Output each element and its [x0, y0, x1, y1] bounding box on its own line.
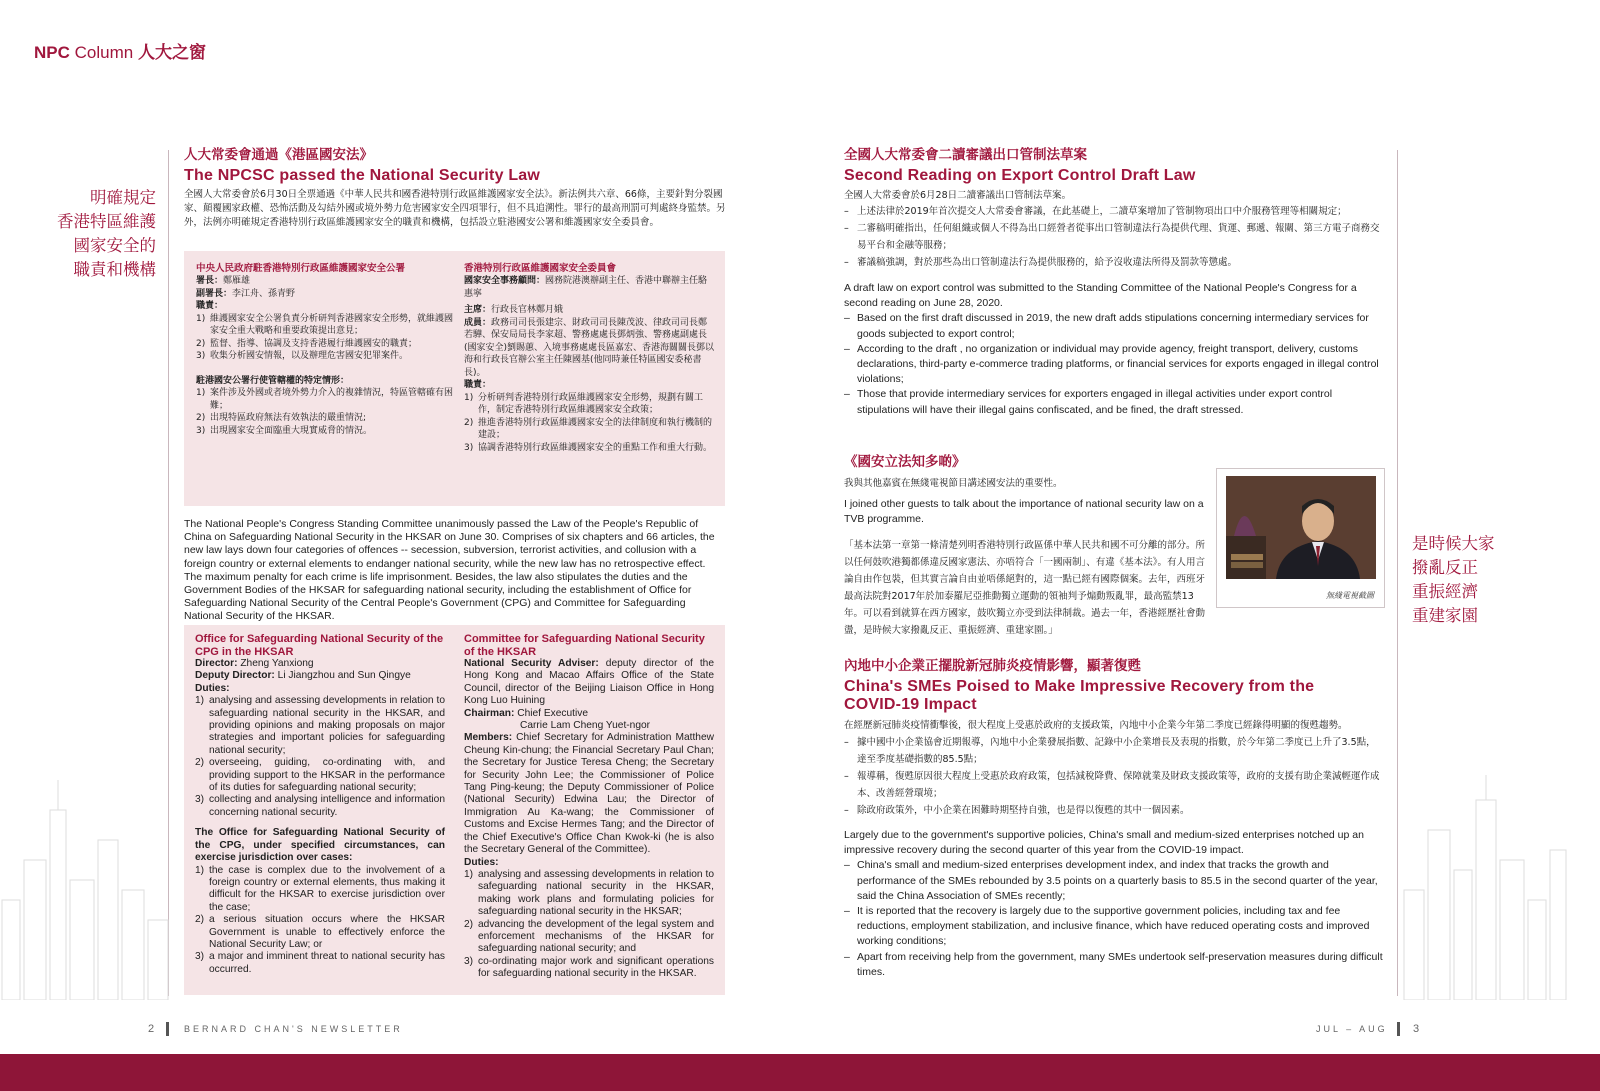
list-item: 3) 收集分析國安情報，以及辦理危害國安犯罪案件。 — [196, 351, 409, 361]
en-office-column — [195, 633, 445, 976]
label: 成員： — [464, 317, 492, 328]
list-item: 2) 監督、指導、協調及支持香港履行維護國安的職責； — [196, 338, 418, 349]
en-committee-title: Committee for Safeguarding National Security of the HKSAR — [464, 633, 705, 658]
list-item: – Apart from receiving help from the government, many SMEs undertook self-preservation measures during difficult times. — [844, 950, 1384, 980]
members-names: 政務司司長張建宗、財政司司長陳茂波、律政司司長鄭若驊、保安局局長李家超、警務處處長鄧炳強、警務處副處長(國家安全)劉賜蕙、入境事務處處長區嘉宏、香港海關關長鄧以海和行政長官辦公室主任陳國基(他同時兼任特區國安委秘書長)。 — [464, 317, 715, 378]
label: 主席： — [464, 305, 492, 315]
pull-quote-line: 職責和機構 — [73, 260, 156, 279]
section-intro-en: A draft law on export control was submitted to the Standing Committee of the National People's Congress for a second reading on June 28, 2020. — [844, 282, 1357, 310]
label: 國家安全事務顧問： — [464, 276, 546, 286]
en-info-box — [184, 625, 725, 995]
newsletter-name: BERNARD CHAN'S NEWSLETTER — [184, 1024, 403, 1034]
section-intro-zh: 全國人大常委會於6月28日二讀審議出口管制法草案。 — [844, 190, 1072, 201]
footer-separator — [166, 1022, 169, 1036]
tvb-quote: 「基本法第一章第一條清楚列明香港特別行政區係中華人民共和國不可分離的部分。所以任何鼓吹港獨都係違反國家憲法、亦唔符合「一國兩制」、有違《基本法》。有人用言論自由作包裝，但其實言論自由並唔係絕對的，這一點已經有國際個案。去年，西班牙最高法院對2017年於加泰羅尼亞推動獨立運動的領袖判予煽動叛亂罪，最高監禁13年。可以看到就算在西方國家，鼓吹獨立亦受到法律制裁。過去一年，香港經歷社會動盪，是時候大家撥亂反正、重振經濟、重建家園。」 — [844, 540, 1206, 636]
skyline-right-decoration — [1400, 770, 1570, 1000]
adviser-name: deputy director of the Hong Kong and Macao Affairs Office of the State Council, director of the Beijing Liaison Office in Hong Kong Luo Huining — [464, 658, 714, 707]
en-bullet-list — [844, 311, 1384, 417]
list-item: 3) 出現國家安全面臨重大現實威脅的情況。 — [196, 425, 373, 436]
export-control-article — [844, 147, 1384, 418]
pull-quote-line: 重振經濟 — [1412, 582, 1478, 601]
smes-article — [844, 658, 1384, 980]
right-divider — [1397, 150, 1398, 996]
header-column: Column — [74, 43, 134, 62]
tvb-body-zh: 我與其他嘉賓在無綫電視節目講述國安法的重要性。 — [844, 478, 1063, 489]
jurisdiction-list — [196, 387, 454, 437]
section-title-zh: 人大常委會通過《港區國安法》 — [184, 147, 373, 163]
duties-list — [196, 313, 454, 363]
zh-office-title: 中央人民政府駐香港特別行政區維護國家安全公署 — [196, 263, 406, 274]
header-zh: 人大之窗 — [137, 43, 206, 62]
list-item: 2) 推進香港特別行政區維護國家安全的法律制度和執行機制的建設； — [464, 417, 713, 440]
duties-list — [464, 392, 716, 455]
list-item: 1) analysing and assessing developments in relation to safeguarding national security in the HKSAR, making work plans and formulating policies for safeguarding national security in the HKSAR; — [464, 868, 714, 918]
zh-committee-column — [464, 262, 716, 454]
list-item: 2) advancing the development of the legal system and enforcement mechanisms of the HKSAR for safeguarding national security; and — [464, 918, 714, 955]
jurisdiction-title: 駐港國安公署行使管轄權的特定情形： — [196, 375, 350, 386]
list-item: 1) analysing and assessing developments in relation to safeguarding national security in the HKSAR, and providing opinions and making proposals on major strategies and important policies for safeguarding national security; — [195, 695, 445, 756]
label: Director: — [195, 658, 238, 669]
duties-list — [464, 869, 714, 981]
footer-separator — [1397, 1022, 1400, 1036]
label: 職責： — [196, 301, 224, 311]
list-item: – 上述法律於2019年首次提交人大常委會審議，在此基礎上，二讀草案增加了管制物項出口中介服務管理等相關規定； — [844, 203, 1384, 220]
section-title-zh: 全國人大常委會二讀審議出口管制法草案 — [844, 147, 1087, 163]
header-brand: NPC — [34, 43, 70, 62]
section-title-en: China's SMEs Poised to Make Impressive Recovery from the COVID-19 Impact — [844, 678, 1315, 713]
label: Deputy Director: — [195, 670, 275, 682]
en-office-title: Office for Safeguarding National Security of the CPG in the HKSAR — [195, 633, 444, 658]
npcsc-article — [184, 147, 729, 230]
section-title-zh: 內地中小企業正擺脫新冠肺炎疫情影響，顯著復甦 — [844, 658, 1141, 674]
label: National Security Adviser: — [464, 658, 599, 669]
en-bullet-list — [844, 858, 1384, 980]
director-name: 鄭雁雄 — [223, 276, 251, 286]
label: 副署長： — [196, 288, 233, 299]
pull-quote-line: 重建家園 — [1412, 606, 1478, 625]
list-item: 1) 分析研判香港特別行政區維護國家安全形勢，規劃有關工作，制定香港特別行政區維護國家安全政策； — [464, 392, 704, 415]
tvb-photo-frame — [1216, 468, 1385, 608]
jurisdiction-list — [195, 865, 445, 977]
skyline-left-decoration — [0, 770, 170, 1000]
list-item: – 審議稿強調，對於那些為出口管制違法行為提供服務的，給予沒收違法所得及罰款等懲處。 — [844, 254, 1384, 271]
list-item: – China's small and medium-sized enterprises development index, and index that tracks the growth and performance of the SMEs rebounded by 3.5 points on a quarterly basis to 85.5 in the second quarter of the year, said the China Association of SMEs recently; — [844, 858, 1384, 904]
list-item: 2) overseeing, guiding, co-ordinating with, and providing support to the HKSAR in the performance of its duties for safeguarding national security; — [195, 757, 445, 794]
page-number-right: 3 — [1413, 1023, 1420, 1035]
footer-bar — [0, 1054, 1600, 1091]
duties-list — [195, 695, 445, 819]
deputy-names: Li Jiangzhou and Sun Qingye — [277, 670, 411, 682]
left-pull-quote — [20, 186, 156, 282]
chair-title: Chief Executive — [517, 707, 589, 719]
label: Duties: — [195, 682, 230, 694]
zh-committee-title: 香港特別行政區維護國家安全委員會 — [464, 263, 617, 274]
tvb-article — [844, 454, 1206, 527]
list-item: 2) 出現特區政府無法有效執法的嚴重情況; — [196, 413, 367, 423]
section-title-en: Second Reading on Export Control Draft Law — [844, 167, 1196, 184]
page-number-left: 2 — [148, 1023, 155, 1035]
label: 職責： — [464, 380, 492, 390]
tvb-body-en: I joined other guests to talk about the importance of national security law on a TVB programme. — [844, 498, 1204, 526]
zh-bullet-list — [844, 203, 1384, 271]
list-item: 3) a major and imminent threat to national security has occurred. — [195, 951, 445, 975]
pull-quote-line: 香港特區維護 — [57, 212, 156, 231]
label: Chairman: — [464, 707, 515, 719]
jurisdiction-title: The Office for Safeguarding National Security of the CPG, under specified circumstances, can exercise jurisdiction over cases: — [195, 827, 445, 864]
list-item: – Based on the first draft discussed in 2019, the new draft adds stipulations concerning intermediary services for goods subjected to export control; — [844, 311, 1384, 341]
column-header — [34, 38, 206, 63]
list-item: 3) 協調香港特別行政區維護國家安全的重點工作和重大行動。 — [464, 442, 713, 453]
adviser-name: 國務院港澳辦副主任、香港中聯辦主任駱惠寧 — [464, 276, 708, 299]
issue-label: JUL – AUG — [1316, 1024, 1388, 1034]
section-body-en: The National People's Congress Standing Committee unanimously passed the Law of the People's Republic of China on Safeguarding National Security in the HKSAR on June 30. Comprises of six chapters and 66 articles, the new law lays down four categories of offences -- secession, subversion, terrorist activities, and collusion with a foreign country or external elements to endanger national security, while the new law has no retrospective effect. The maximum penalty for each crime is life imprisonment. Besides, the law also stipulates the duties and the Government Bodies of the HKSAR for safeguarding national security, including the establishment of Office for Safeguarding National Security of the Central People's Government (CPG) and Committee for Safeguarding National Security of the HKSAR. — [184, 518, 715, 623]
list-item: – It is reported that the recovery is largely due to the supportive government policies, including tax and fee reductions, employment stabilization, and inclusive finance, which have reduced operating costs and improved working conditions; — [844, 904, 1384, 950]
label: 署長： — [196, 276, 224, 286]
list-item: 1) 案件涉及外國或者境外勢力介入的複雜情況，特區管轄確有困難； — [196, 388, 454, 411]
list-item: 3) co-ordinating major work and significant operations for safeguarding national security in the HKSAR. — [464, 955, 714, 980]
pull-quote-line: 明確規定 — [90, 188, 156, 207]
pull-quote-line: 撥亂反正 — [1412, 558, 1478, 577]
chair-name: 行政長官林鄭月娥 — [491, 305, 564, 315]
label: Duties: — [464, 856, 499, 868]
label: Members: — [464, 732, 513, 744]
list-item: – 二審稿明確指出，任何組織或個人不得為出口經營者從事出口管制違法行為提供代理、貨運、郵遞、報關、第三方電子商務交易平台和金融等服務； — [844, 220, 1384, 254]
list-item: 1) the case is complex due to the involvement of a foreign country or external elements, thus making it difficult for the HKSAR to exercise jurisdiction over the case; — [195, 864, 445, 913]
members-names: Chief Secretary for Administration Matthew Cheung Kin-chung; the Financial Secretary Paul Chan; the Secretary for Justice Teresa Cheng; the Secretary for Security John Lee; the Commissioner of Police Tang Ping-keung; the Deputy Commissioner of Police (National Security) Edwina Lau; the Director of Immigration Au Ka-wang; the Commissioner of Customs and Excise Hermes Tang; and the Director of the Chief Executive's Office Chan Kwok-ki (he is also the Secretary General of the Committee). — [464, 732, 714, 856]
list-item: 2) a serious situation occurs where the HKSAR Government is unable to effectively enforce the National Security Law; or — [195, 914, 445, 950]
tvb-screenshot-image — [1226, 476, 1376, 579]
zh-office-column — [196, 262, 454, 437]
deputy-names: 李江舟、孫青野 — [232, 288, 296, 299]
chair-name: Carrie Lam Cheng Yuet-ngor — [520, 720, 651, 732]
section-intro-en: Largely due to the government's supportive policies, China's small and medium-sized enterprises notched up an impressive recovery during the second quarter of this year from the COVID-19 impact. — [844, 829, 1364, 857]
director-name: Zheng Yanxiong — [240, 658, 314, 669]
list-item: – According to the draft , no organization or individual may provide agency, freight transport, delivery, customs declarations, third-party e-commerce trading platforms, or financial services for exports engaged in illegal control violations; — [844, 342, 1384, 388]
pull-quote-line: 國家安全的 — [73, 236, 156, 255]
list-item: 3) collecting and analysing intelligence and information concerning national security. — [195, 794, 445, 818]
en-committee-column — [464, 633, 714, 981]
section-intro-zh: 在經歷新冠肺炎疫情衝擊後，很大程度上受惠於政府的支援政策，內地中小企業今年第二季度已經錄得明顯的復甦趨勢。 — [844, 720, 1348, 731]
right-pull-quote — [1412, 532, 1532, 628]
list-item: – Those that provide intermediary services for exporters engaged in illegal activities under export control stipulations will have their illegal gains confiscated, and be fined, the draft stressed. — [844, 387, 1384, 417]
list-item: – 報導稱，復甦原因很大程度上受惠於政府政策，包括減稅降費、保障就業及財政支援政策等，政府的支援有助企業減輕運作成本、改善經營環境； — [844, 768, 1384, 802]
speaker-illustration — [1226, 476, 1376, 579]
list-item: – 據中國中小企業協會近期報導，內地中小企業發展指數、記錄中小企業增長及表現的指數，於今年第二季度已上升了3.5點，達至季度基礎指數的85.5點； — [844, 734, 1384, 768]
list-item: – 除政府政策外，中小企業在困難時期堅持自強，也是得以復甦的其中一個因素。 — [844, 802, 1384, 819]
photo-caption: 無綫電視截圖 — [1326, 591, 1374, 600]
zh-info-box — [184, 251, 725, 506]
zh-bullet-list — [844, 734, 1384, 819]
section-title-en: The NPCSC passed the National Security Law — [184, 167, 541, 184]
section-title: 《國安立法知多啲》 — [844, 454, 966, 470]
section-body-zh: 全國人大常委會於6月30日全票通過《中華人民共和國香港特別行政區維護國家安全法》。新法例共六章、66條，主要針對分裂國家、顛覆國家政權、恐怖活動及勾結外國或境外勢力危害國家安全四項罪行，但不具追溯性。罪行的最高刑罰可判處終身監禁。另外，法例亦明確規定香港特別行政區維護國家安全的職責和機構，包括設立駐港國安公署和維護國家安全委員會。 — [184, 189, 726, 228]
pull-quote-line: 是時候大家 — [1412, 534, 1495, 553]
list-item: 1) 維護國家安全公署負責分析研判香港國家安全形勢，就維護國家安全重大戰略和重要政策提出意見； — [196, 313, 454, 336]
